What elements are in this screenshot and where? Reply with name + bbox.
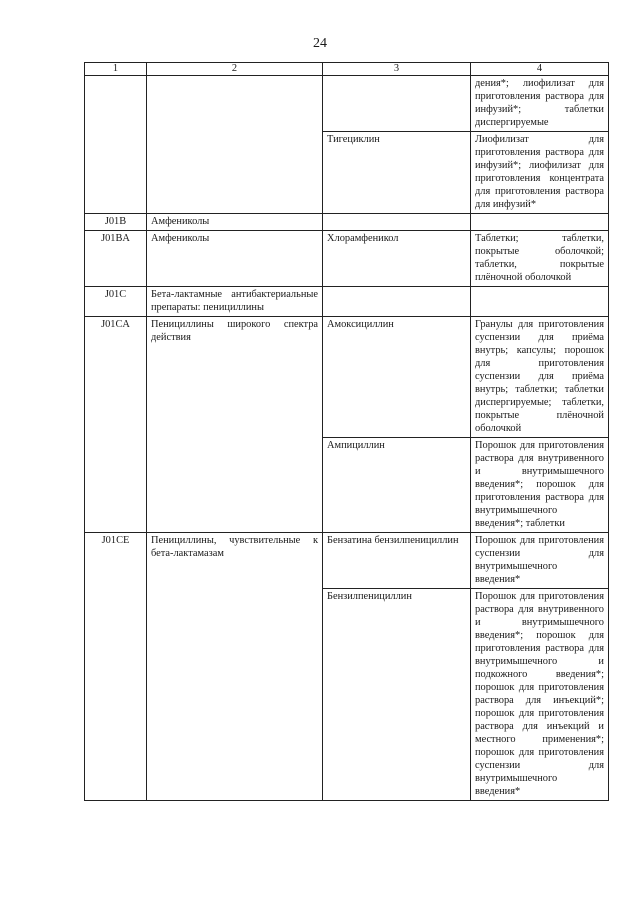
table-row [85,533,609,589]
group-name: Амфениколы [147,231,323,287]
atc-code: J01BA [85,231,147,287]
dosage-form: Гранулы для приготовления суспензии для приёма внутрь; капсулы; порошок для приготовления суспензии для приёма внутрь; таблетки; таблетки диспергируемые; таблетки, покрытые плёночной оболочкой [471,317,609,438]
dosage-form: Лиофилизат для приготовления раствора для инфузий*; лиофилизат для приготовления концентрата для приготовления раствора для инфузий* [471,132,609,214]
table-row [85,231,609,287]
drug-name [323,287,471,317]
dosage-form: Порошок для приготовления суспензии для внутримышечного введения* [471,533,609,589]
table-row [85,317,609,438]
drug-name: Бензилпенициллин [323,589,471,801]
drug-name [323,76,471,132]
dosage-form [471,287,609,317]
group-name: Амфениколы [147,214,323,231]
drug-name: Амоксициллин [323,317,471,438]
group-name: Бета-лактамные антибактериальные препараты: пенициллины [147,287,323,317]
col-header-3: 3 [323,63,471,76]
col-header-2: 2 [147,63,323,76]
group-name: Пенициллины широкого спектра действия [147,317,323,533]
atc-code: J01B [85,214,147,231]
table-row [85,214,609,231]
header-row [85,63,609,76]
table-row [85,76,609,132]
drug-name [323,214,471,231]
drug-name: Ампициллин [323,438,471,533]
drug-name: Бензатина бензилпенициллин [323,533,471,589]
group-name [147,76,323,214]
table-row [85,287,609,317]
dosage-form: Порошок для приготовления раствора для внутривенного и внутримышечного введения*; порошок для приготовления раствора для внутримышечного введения*; таблетки [471,438,609,533]
drug-table [84,62,609,801]
col-header-4: 4 [471,63,609,76]
atc-code: J01CE [85,533,147,801]
dosage-form: Таблетки; таблетки, покрытые оболочкой; таблетки, покрытые плёночной оболочкой [471,231,609,287]
atc-code: J01C [85,287,147,317]
page-number: 24 [313,36,327,51]
group-name: Пенициллины, чувствительные к бета-лактамазам [147,533,323,801]
dosage-form: дения*; лиофилизат для приготовления раствора для инфузий*; таблетки диспергируемые [471,76,609,132]
drug-name: Тигециклин [323,132,471,214]
atc-code [85,76,147,214]
atc-code: J01CA [85,317,147,533]
dosage-form [471,214,609,231]
col-header-1: 1 [85,63,147,76]
dosage-form: Порошок для приготовления раствора для внутривенного и внутримышечного введения*; порошок для приготовления раствора для внутримышечного и подкожного введения*; порошок для приготовления раствора для инъекций*; порошок для приготовления раствора для инъекций и местного применения*; порошок для приготовления суспензии для внутримышечного введения* [471,589,609,801]
drug-name: Хлорамфеникол [323,231,471,287]
